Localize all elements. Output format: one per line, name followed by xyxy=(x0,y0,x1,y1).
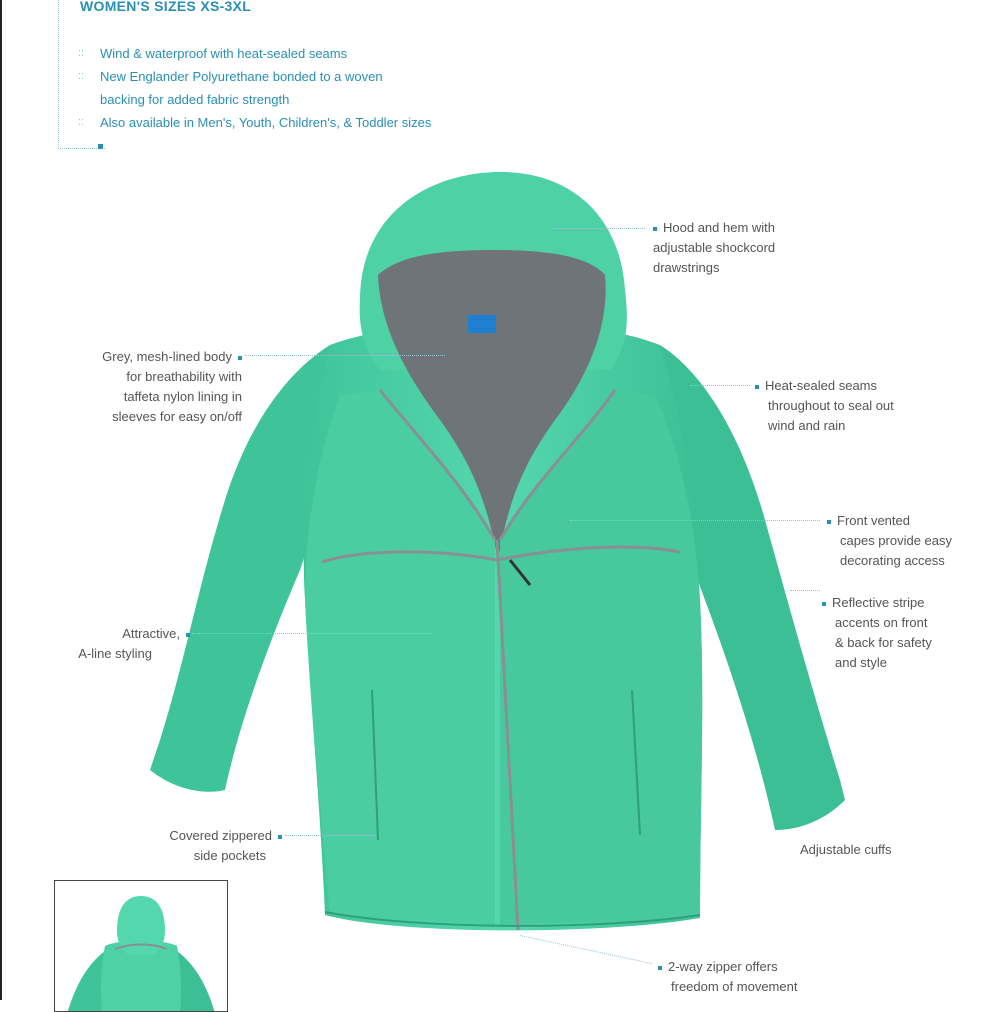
leader-line xyxy=(790,590,820,591)
feature-item: :: Also available in Men's, Youth, Children's, & Toddler sizes xyxy=(78,111,530,134)
callout-vented: Front vented capes provide easy decorating access xyxy=(827,511,952,571)
feature-item: :: Wind & waterproof with heat-sealed seams xyxy=(78,42,530,65)
feature-item: :: New Englander Polyurethane bonded to a woven xyxy=(78,65,530,88)
feature-item: backing for added fabric strength xyxy=(100,92,290,107)
callout-hood: Hood and hem with adjustable shockcord drawstrings xyxy=(653,220,776,275)
leader-line xyxy=(245,355,445,356)
bullet-icon: :: xyxy=(78,70,85,82)
bullet-icon: :: xyxy=(78,47,85,59)
leader-line xyxy=(192,633,432,634)
callout-pockets: Covered zippered side pockets xyxy=(110,826,282,866)
callout-zipper: 2-way zipper offers freedom of movement xyxy=(658,957,797,997)
callout-seams: Heat-sealed seams throughout to seal out wind and rain xyxy=(755,376,894,436)
leader-line xyxy=(285,835,375,836)
leader-line xyxy=(550,228,645,229)
back-view-inset xyxy=(54,880,228,1012)
bullet-icon: :: xyxy=(78,116,85,128)
callout-reflective: Reflective stripe accents on front & back for safety and style xyxy=(822,593,932,673)
back-view-image xyxy=(55,881,227,1011)
leader-line xyxy=(570,520,820,521)
leader-line xyxy=(690,385,750,386)
page-title: WOMEN'S SIZES XS-3XL xyxy=(80,0,252,14)
callout-aline: Attractive, A-line styling xyxy=(40,624,190,664)
callout-mesh: Grey, mesh-lined body for breathability with taffeta nylon lining in sleeves for easy on/off xyxy=(102,349,242,424)
logo-patch xyxy=(468,315,496,333)
callout-cuffs: Adjustable cuffs xyxy=(800,842,892,857)
